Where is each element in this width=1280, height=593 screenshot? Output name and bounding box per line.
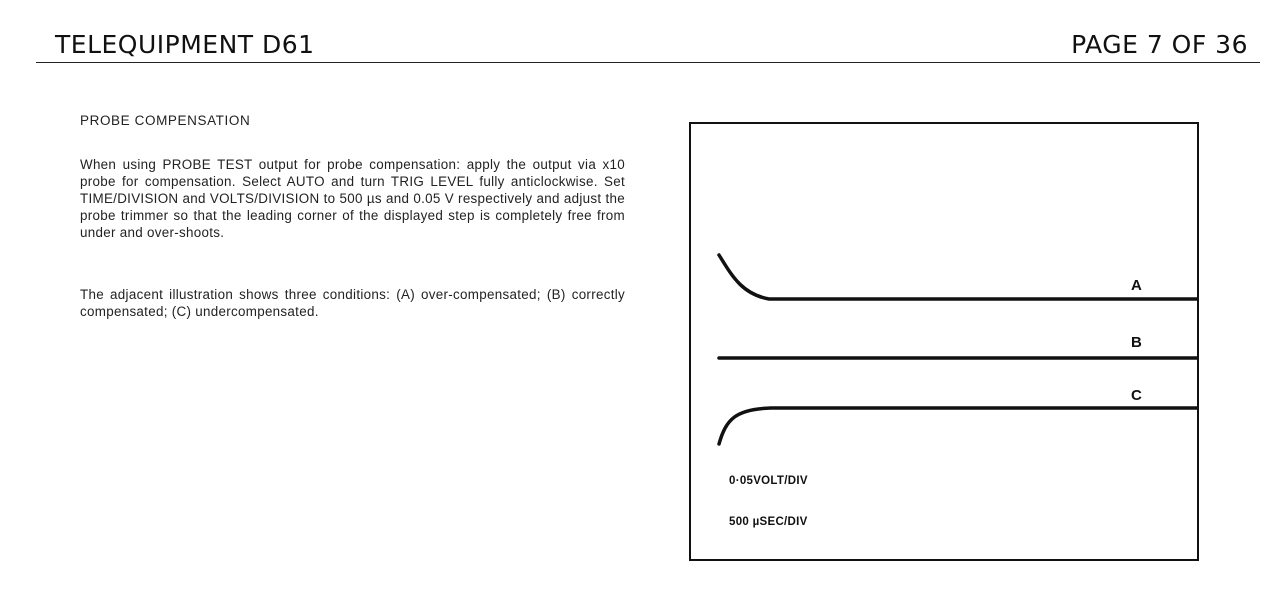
trace-b-label: B [1131, 334, 1142, 351]
trace-a [719, 255, 1197, 299]
time-per-div-label: 500 µSEC/DIV [729, 516, 808, 528]
trace-c [719, 408, 1197, 444]
instruction-paragraph: When using PROBE TEST output for probe compensation: apply the output via x10 probe for compensation. Select AUTO and turn TRIG LEVEL fully anticlockwise. Set TIME/DIVISION and VOLTS/DIVISION to 500 µs and 0.05 V respectively and adjust the probe trimmer so that the leading corner of the displayed step is completely free from under and over-shoots. [80, 157, 625, 240]
document-title: TELEQUIPMENT D61 [55, 30, 315, 59]
oscilloscope-illustration [689, 122, 1199, 561]
header-divider [36, 62, 1260, 63]
conditions-paragraph: The adjacent illustration shows three conditions: (A) over-compensated; (B) correctly compensated; (C) undercompensated. [80, 287, 625, 319]
trace-a-label: A [1131, 277, 1142, 294]
waveform-traces [691, 124, 1197, 559]
trace-c-label: C [1131, 387, 1142, 404]
section-heading: PROBE COMPENSATION [80, 113, 251, 128]
page-number: PAGE 7 OF 36 [1071, 30, 1248, 59]
volts-per-div-label: 0·05VOLT/DIV [729, 475, 808, 487]
